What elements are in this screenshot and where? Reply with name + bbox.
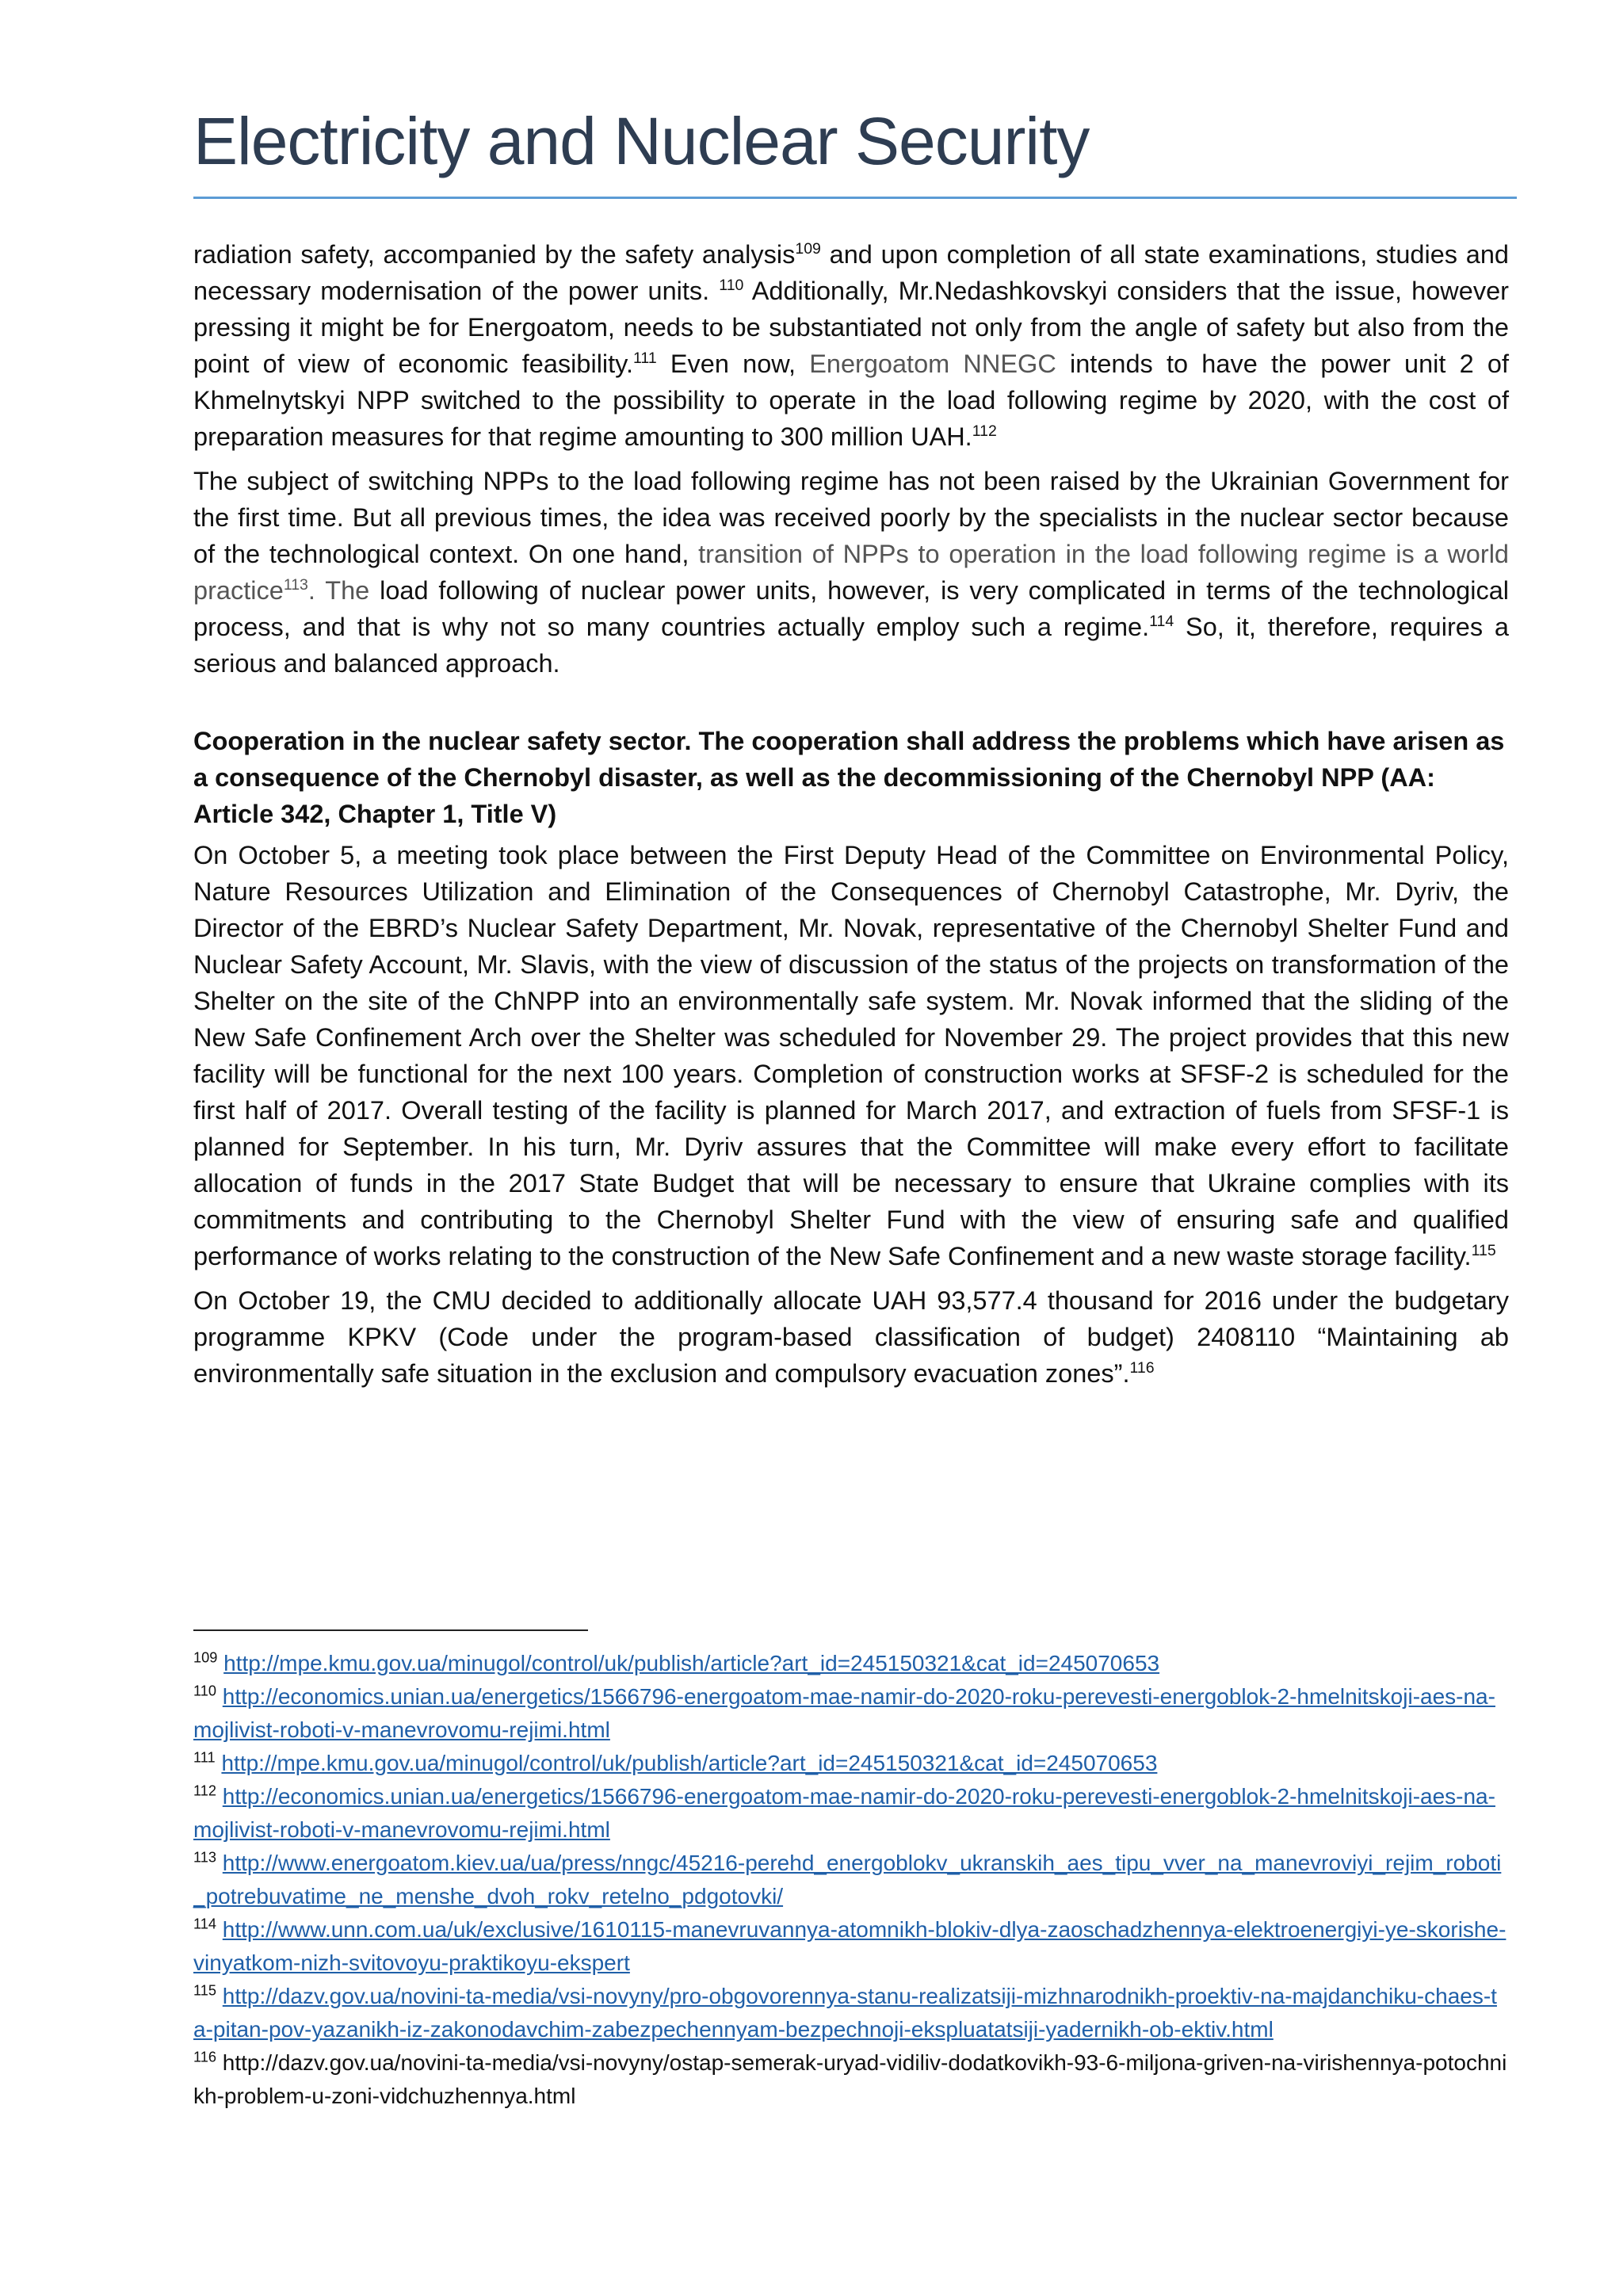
footnote-112: $^{112}$ http://economics.unian.ua/energetics/1566796-energoatom-mae-namir-do-2020-roku-perevesti-energoblok-2-hmelnitskoji-aes-na-mojlivist-roboti-v-manevrovomu-rejimi.html bbox=[193, 1782, 1495, 1842]
footnote-111: $^{111}$ http://mpe.kmu.gov.ua/minugol/control/uk/publish/article?art_id=245150321&cat_id=245070653 bbox=[193, 1749, 1158, 1775]
footnote-ref-112[interactable]: 112 bbox=[972, 422, 997, 441]
footnote-ref-111[interactable]: 111 bbox=[633, 350, 657, 368]
paragraph-3: On October 5, a meeting took place between the First Deputy Head of the Committee on Environmental Policy, Nature Resources Utilization and Elimination of the Consequences of Chernobyl Catastrophe, Mr. Dyriv, the Director of the EBRD’s Nuclear Safety Department, Mr. Novak, representative of the Chernobyl Shelter Fund and Nuclear Safety Account, Mr. Slavis, with the view of discussion of the status of the projects on transformation of the Shelter on the site of the ChNPP into an environmentally safe system. Mr. Novak informed that the sliding of the New Safe Confinement Arch over the Shelter was scheduled for November 29. The project provides that this new facility will be functional for the next 100 years. Completion of construction works at SFSF-2 is scheduled for the first half of 2017. Overall testing of the facility is planned for March 2017, and extraction of fuels from SFSF-1 is planned for September. In his turn, Mr. Dyriv assures that the Committee will make every effort to facilitate allocation of funds in the 2017 State Budget that will be necessary to ensure that Ukraine complies with its commitments and contributing to the Chernobyl Shelter Fund with the view of ensuring safe and qualified performance of works relating to the construction of the New Safe Confinement and a new waste storage facility.$^{115}$ bbox=[193, 841, 1509, 1270]
footnote-ref-113[interactable]: 113 bbox=[283, 576, 308, 594]
footnote-ref-114[interactable]: 114 bbox=[1149, 613, 1174, 631]
footnote-109: $^{109}$ http://mpe.kmu.gov.ua/minugol/control/uk/publish/article?art_id=245150321&cat_id=245070653 bbox=[193, 1649, 1160, 1675]
footnote-ref-109[interactable]: 109 bbox=[795, 240, 821, 258]
header-rule bbox=[193, 197, 1517, 199]
footnote-separator bbox=[193, 1629, 588, 1631]
page-header bbox=[193, 101, 1517, 199]
footnote-link-115[interactable]: http://dazv.gov.ua/novini-ta-media/vsi-novyny/pro-obgovorennya-stanu-realizatsiji-mizhnarodnikh-proektiv-na-majdanchiku-chaes-ta-pitan-pov-yazanikh-iz-zakonodavchim-zabezpechennyam-bezpechnoji-ekspluatatsiji-yadernikh-ob-ektiv.html bbox=[193, 1984, 1497, 2042]
footnote-116: $^{116}$ http://dazv.gov.ua/novini-ta-media/vsi-novyny/ostap-semerak-uryad-vidiliv-dodatkovikh-93-6-miljona-griven-na-virishennya-potochnikh-problem-u-zoni-vidchuzhennya.html bbox=[193, 2049, 1507, 2108]
footnote-ref-116[interactable]: 116 bbox=[1129, 1359, 1155, 1377]
paragraph-4: On October 19, the CMU decided to additionally allocate UAH 93,577.4 thousand for 2016 under the budgetary programme KPKV (Code under the program-based classification of budget) 2408110 “Maintaining ab environmentally safe situation in the exclusion and compulsory evacuation zones”.$^{116}$ bbox=[193, 1286, 1509, 1388]
footnote-link-112[interactable]: http://economics.unian.ua/energetics/1566796-energoatom-mae-namir-do-2020-roku-perevesti-energoblok-2-hmelnitskoji-aes-na-mojlivist-roboti-v-manevrovomu-rejimi.html bbox=[193, 1784, 1495, 1842]
footnote-114: $^{114}$ http://www.unn.com.ua/uk/exclusive/1610115-manevruvannya-atomnikh-blokiv-dlya-zaoschadzhennya-elektroenergiyi-ye-skorishe-vinyatkom-nizh-svitovoyu-praktikoyu-ekspert bbox=[193, 1916, 1507, 1975]
section-heading: Cooperation in the nuclear safety sector. The cooperation shall address the problems which have arisen as a consequence of the Chernobyl disaster, as well as the decommissioning of the Chernobyl NPP (AA: Article 342, Chapter 1, Title V) bbox=[193, 727, 1505, 828]
footnote-ref-115[interactable]: 115 bbox=[1471, 1242, 1496, 1260]
footnote-link-111[interactable]: http://mpe.kmu.gov.ua/minugol/control/uk/publish/article?art_id=245150321&cat_id=245070653 bbox=[221, 1751, 1158, 1775]
body-text bbox=[193, 236, 1509, 1400]
footnote-link-109[interactable]: http://mpe.kmu.gov.ua/minugol/control/uk/publish/article?art_id=245150321&cat_id=245070653 bbox=[223, 1651, 1160, 1675]
footnote-link-114[interactable]: http://www.unn.com.ua/uk/exclusive/1610115-manevruvannya-atomnikh-blokiv-dlya-zaoschadzhennya-elektroenergiyi-ye-skorishe-vinyatkom-nizh-svitovoyu-praktikoyu-ekspert bbox=[193, 1917, 1507, 1975]
footnote-110: $^{110}$ http://economics.unian.ua/energetics/1566796-energoatom-mae-namir-do-2020-roku-perevesti-energoblok-2-hmelnitskoji-aes-na-mojlivist-roboti-v-manevrovomu-rejimi.html bbox=[193, 1683, 1495, 1742]
footnote-link-113[interactable]: http://www.energoatom.kiev.ua/ua/press/nngc/45216-perehd_energoblokv_ukranskih_aes_tipu_vver_na_manevroviyi_rejim_roboti_potrebuvatime_ne_menshe_dvoh_rokv_retelno_pdgotovki/ bbox=[193, 1851, 1502, 1908]
footnote-ref-110[interactable]: 110 bbox=[719, 277, 744, 295]
paragraph-1: radiation safety, accompanied by the safety analysis$^{109}$ and upon completion of all state examinations, studies and necessary modernisation of the power units. $^{110}$ Additionally, Mr.Nedashkovskyi considers that the issue, however pressing it might be for Energoatom, needs to be substantiated not only from the angle of safety but also from the point of view of economic feasibility.$^{111}$ Even now, Energoatom NNEGC intends to have the power unit 2 of Khmelnytskyi NPP switched to the possibility to operate in the load following regime by 2020, with the cost of preparation measures for that regime amounting to 300 million UAH.$^{112}$ bbox=[193, 240, 1509, 451]
footnote-113: $^{113}$ http://www.energoatom.kiev.ua/ua/press/nngc/45216-perehd_energoblokv_ukranskih_aes_tipu_vver_na_manevroviyi_rejim_roboti_potrebuvatime_ne_menshe_dvoh_rokv_retelno_pdgotovki/ bbox=[193, 1849, 1502, 1908]
footnotes bbox=[193, 1647, 1509, 2113]
footnote-115: $^{115}$ http://dazv.gov.ua/novini-ta-media/vsi-novyny/pro-obgovorennya-stanu-realizatsiji-mizhnarodnikh-proektiv-na-majdanchiku-chaes-ta-pitan-pov-yazanikh-iz-zakonodavchim-zabezpechennyam-bezpechnoji-ekspluatatsiji-yadernikh-ob-ektiv.html bbox=[193, 1982, 1497, 2042]
footnote-text-116: http://dazv.gov.ua/novini-ta-media/vsi-novyny/ostap-semerak-uryad-vidiliv-dodatkovikh-93-6-miljona-griven-na-virishennya-potochnikh-problem-u-zoni-vidchuzhennya.html bbox=[193, 2050, 1507, 2108]
footnote-link-110[interactable]: http://economics.unian.ua/energetics/1566796-energoatom-mae-namir-do-2020-roku-perevesti-energoblok-2-hmelnitskoji-aes-na-mojlivist-roboti-v-manevrovomu-rejimi.html bbox=[193, 1684, 1495, 1742]
page-title: Electricity and Nuclear Security bbox=[193, 104, 1090, 178]
paragraph-2: The subject of switching NPPs to the load following regime has not been raised by the Ukrainian Government for the first time. But all previous times, the idea was received poorly by the specialists in the nuclear sector because of the technological context. On one hand, transition of NPPs to operation in the load following regime is a world practice$^{113}$. The load following of nuclear power units, however, is very complicated in terms of the technological process, and that is why not so many countries actually employ such a regime.$^{114}$ So, it, therefore, requires a serious and balanced approach. bbox=[193, 467, 1510, 678]
